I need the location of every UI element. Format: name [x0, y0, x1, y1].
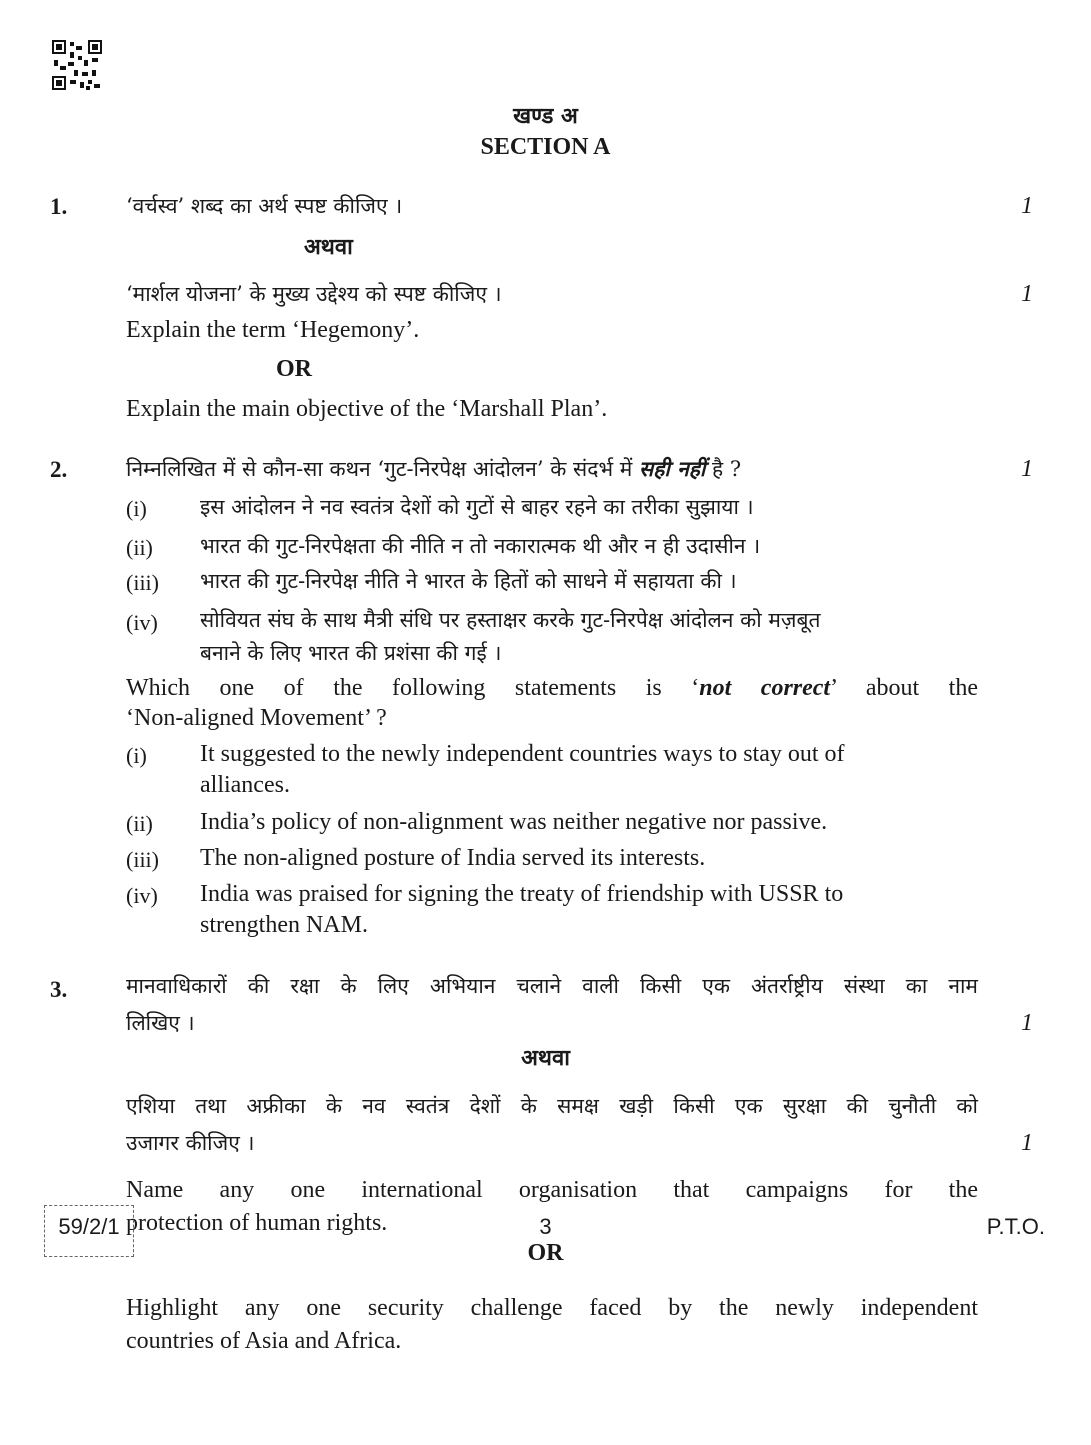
q3-english-b-line2: countries of Asia and Africa. [126, 1328, 402, 1354]
q3-english-a-line1: Name any one international organisation that campaigns for the [126, 1177, 978, 1203]
q3-hindi-a-line1: मानवाधिकारों की रक्षा के लिए अभियान चलाने वाली किसी एक अंतर्राष्ट्रीय संस्था का नाम [126, 974, 978, 998]
q2-hindi-stem [126, 452, 741, 486]
q3-english-a-line2: protection of human rights. [126, 1210, 388, 1236]
q1-english-a: Explain the term ‘Hegemony’. [126, 317, 420, 343]
question-number-2: 2. [50, 457, 68, 482]
q2-hi-option-num: (ii) [126, 535, 153, 560]
q3-or-hindi: अथवा [521, 1045, 570, 1071]
question-number-1: 1. [50, 194, 68, 219]
qr-code-icon [52, 40, 102, 90]
section-heading-english: SECTION A [480, 134, 611, 160]
q3-mark-a: 1 [1021, 1010, 1033, 1036]
q3-hindi-b-line2: उजागर कीजिए । [126, 1131, 255, 1155]
q2-english-stem-post: ’ about the [830, 675, 978, 701]
page-number: 3 [539, 1214, 552, 1239]
q2-hindi-stem-pre: निम्नलिखित में से कौन-सा कथन ‘गुट-निरपेक्ष आंदोलन’ के संदर्भ में [126, 457, 640, 481]
q1-mark-a: 1 [1021, 193, 1033, 219]
question-number-3: 3. [50, 977, 68, 1002]
q2-hi-option-num: (iv) [126, 610, 158, 635]
q2-english-stem [126, 673, 978, 704]
q3-english-b-line1: Highlight any one security challenge faced by the newly independent [126, 1295, 978, 1321]
q2-hi-option-num: (i) [126, 496, 147, 521]
q2-hindi-stem-post: है ? [705, 457, 742, 481]
q2-hi-option-text: बनाने के लिए भारत की प्रशंसा की गई । [200, 641, 502, 665]
q2-en-option-text: strengthen NAM. [200, 912, 368, 938]
q2-english-stem-pre: Which one of the following statements is ‘ [126, 675, 700, 701]
q1-or-english: OR [276, 356, 312, 382]
q2-english-stem-line2: ‘Non-aligned Movement’ ? [126, 705, 387, 731]
q1-mark-b: 1 [1021, 281, 1033, 307]
q2-en-option-num: (ii) [126, 811, 153, 836]
q3-hindi-a-line2: लिखिए । [126, 1011, 195, 1035]
please-turn-over: P.T.O. [986, 1214, 1045, 1239]
q2-en-option-text: India’s policy of non-alignment was neither negative nor passive. [200, 809, 828, 835]
section-heading-hindi: खण्ड अ [513, 103, 578, 129]
q3-hindi-b-line1: एशिया तथा अफ्रीका के नव स्वतंत्र देशों के समक्ष खड़ी किसी एक सुरक्षा की चुनौती को [126, 1094, 978, 1118]
q1-hindi-a: ‘वर्चस्व’ शब्द का अर्थ स्पष्ट कीजिए । [126, 194, 403, 218]
q2-hi-option-text: भारत की गुट-निरपेक्ष नीति ने भारत के हितों को साधने में सहायता की । [200, 569, 737, 593]
q2-en-option-text: India was praised for signing the treaty of friendship with USSR to [200, 881, 844, 907]
q2-en-option-text: alliances. [200, 772, 290, 798]
q2-hi-option-text: इस आंदोलन ने नव स्वतंत्र देशों को गुटों से बाहर रहने का तरीका सुझाया । [200, 495, 754, 519]
q2-hi-option-text: भारत की गुट-निरपेक्षता की नीति न तो नकारात्मक थी और न ही उदासीन । [200, 534, 761, 558]
q2-en-option-num: (i) [126, 743, 147, 768]
paper-code: 59/2/1 [44, 1205, 134, 1257]
q1-hindi-b: ‘मार्शल योजना’ के मुख्य उद्देश्य को स्पष्ट कीजिए । [126, 282, 502, 306]
q2-en-option-num: (iv) [126, 883, 158, 908]
q2-en-option-text: It suggested to the newly independent countries ways to stay out of [200, 741, 845, 767]
q1-english-b: Explain the main objective of the ‘Marshall Plan’. [126, 396, 608, 422]
q1-or-hindi: अथवा [304, 234, 353, 260]
q2-hi-option-text: सोवियत संघ के साथ मैत्री संधि पर हस्ताक्षर करके गुट-निरपेक्ष आंदोलन को मज़बूत [200, 608, 821, 632]
q2-english-emphasis: not correct [699, 675, 831, 701]
q3-mark-b: 1 [1021, 1130, 1033, 1156]
q2-hindi-emphasis: सही नहीं [639, 456, 706, 481]
q3-or-english: OR [527, 1240, 564, 1266]
q2-mark: 1 [1021, 456, 1033, 482]
q2-en-option-num: (iii) [126, 847, 159, 872]
q2-hi-option-num: (iii) [126, 570, 159, 595]
q2-en-option-text: The non-aligned posture of India served its interests. [200, 845, 706, 871]
